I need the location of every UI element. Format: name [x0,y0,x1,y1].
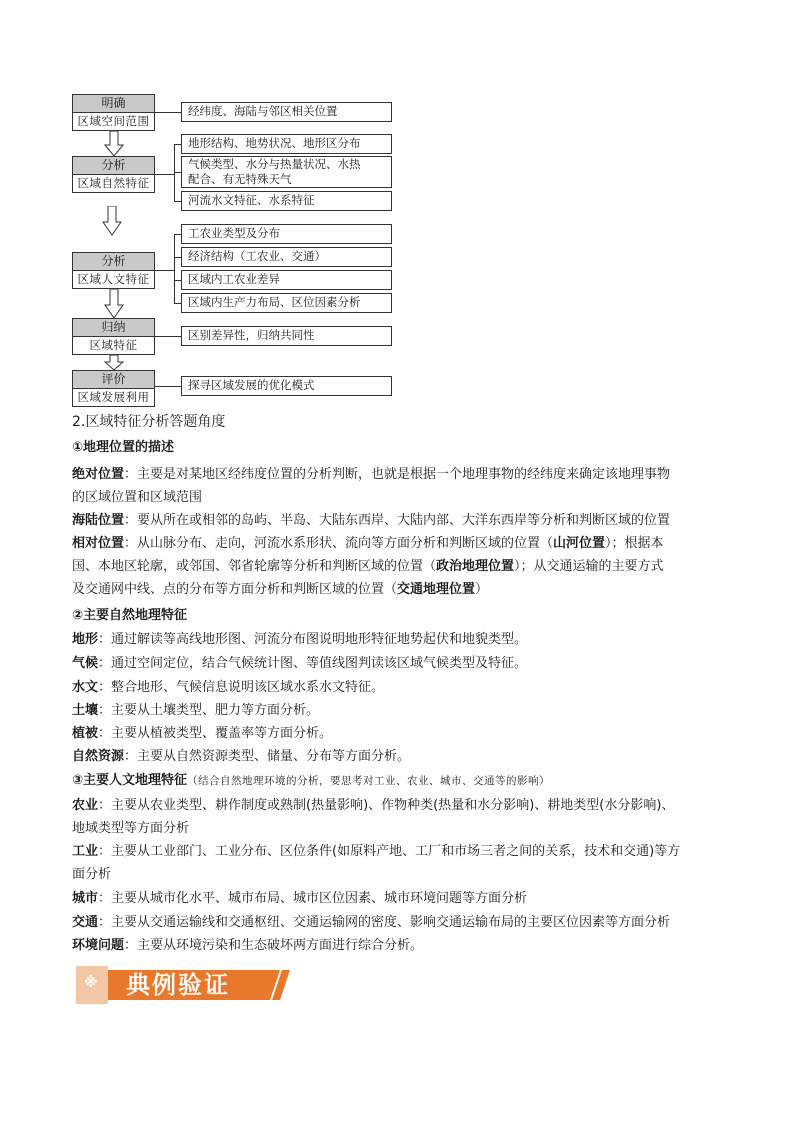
flow-detail-text: 区域内生产力布局、区位因素分析 [188,295,361,309]
term-label: 绝对位置 [72,467,125,482]
down-arrow-icon [104,355,124,371]
flow-step-verb: 评价 [73,371,154,389]
flow-detail-box [181,376,392,396]
banner-title: 典例验证 [126,970,230,999]
paragraph-climate [72,652,732,675]
term-text: ：主要从土壤类型、肥力等方面分析。 [98,703,320,718]
flow-step-verb: 归纳 [73,319,154,337]
banner-symbol-icon: ※ [84,975,98,991]
subheading-text: ③主要人文地理特征 [72,773,188,788]
flow-detail-box [181,293,392,313]
down-arrow-icon [104,289,124,319]
connector-line [155,336,181,337]
section-heading: 2.区域特征分析答题角度 [72,414,226,430]
flow-step-verb: 明确 [73,95,154,113]
term-text: ）；从交通运输的主要方式 [514,559,664,574]
paragraph-hydrology [72,676,732,699]
down-arrow-icon [102,206,122,236]
term-text: ）；根据本 [605,536,664,551]
term-label: 气候 [72,656,99,671]
term-text: ：主要从自然资源类型、储量、分布等方面分析。 [124,749,411,764]
term-label: 环境问题 [72,938,125,953]
term-text: ：主要从植被类型、覆盖率等方面分析。 [98,726,333,741]
flow-step-verb: 分析 [73,157,154,175]
connector-line [174,234,175,303]
flow-detail-text: 经济结构（工农业、交通） [188,249,326,263]
subheading-location: ①地理位置的描述 [72,440,175,455]
paragraph-agriculture [72,794,732,840]
term-text: ：整合地形、气候信息说明该区域水系水文特征。 [98,680,385,695]
connector-line [155,386,181,387]
flow-detail-box [181,247,392,267]
term-text: ） [475,582,489,597]
term-label: 水文 [72,680,99,695]
connector-line [155,174,174,175]
paragraph-resources [72,745,732,768]
subheading-natural: ②主要自然地理特征 [72,608,188,623]
flow-step-object: 区域发展利用 [77,390,150,404]
flow-detail-text: 工农业类型及分布 [188,226,280,240]
paragraph-terrain [72,628,732,651]
term-label: 植被 [72,726,99,741]
connector-line [174,257,181,258]
term-text: ：主要从工业部门、工业分布、区位条件(如原料产地、工厂和市场三者之间的关系，技术和交通)等方 [98,844,681,859]
flow-detail-box [181,326,392,346]
term-label: 农业 [72,798,99,813]
flow-detail-box [181,102,392,122]
paragraph-soil [72,699,732,722]
term-emphasis: 政治地理位置 [436,559,515,574]
term-emphasis: 山河位置 [553,536,606,551]
paragraph-transport [72,911,732,934]
term-text: ：从山脉分布、走向，河流水系形状、流向等方面分析和判断区域的位置（ [124,536,554,551]
down-arrow-icon [104,131,124,157]
flow-detail-text: 气候类型、水分与热量状况、水热 [188,157,361,171]
connector-line [174,144,181,145]
term-text: 国、本地区轮廓，或邻国、邻省轮廓等分析和判断区域的位置（ [72,559,437,574]
term-text: ：主要从交通运输线和交通枢纽、交通运输网的密度、影响交通运输布局的主要区位因素等方面分析 [98,915,671,930]
connector-line [174,303,181,304]
flow-detail-text: 地形结构、地势状况、地形区分布 [188,136,361,150]
connector-line [155,270,174,271]
term-text: 地域类型等方面分析 [72,821,190,836]
flow-step-summarize [72,318,155,355]
subheading-human [72,769,732,793]
flow-detail-box [181,270,392,290]
paragraph-environment [72,934,732,957]
connector-line [155,112,181,113]
term-label: 土壤 [72,703,99,718]
connector-line [174,172,181,173]
term-text: ：主要从城市化水平、城市布局、城市区位因素、城市环境问题等方面分析 [98,891,528,906]
term-text: ：要从所在或相邻的岛屿、半岛、大陆东西岸、大陆内部、大洋东西岸等分析和判断区域的位置 [124,513,671,528]
section-banner [76,966,296,1004]
flow-step-object: 区域空间范围 [77,114,150,128]
flow-step-define [72,94,155,131]
term-label: 自然资源 [72,749,125,764]
flow-detail-text: 探寻区域发展的优化模式 [188,378,315,392]
flow-detail-box [181,224,392,244]
term-text: 面分析 [72,867,112,882]
term-text: ：通过解读等高线地形图、河流分布图说明地形特征地势起伏和地貌类型。 [98,632,528,647]
flow-step-natural [72,156,155,193]
flow-detail-box [181,156,392,188]
term-text: 及交通网中线、点的分布等方面分析和判断区域的位置（ [72,582,398,597]
flow-step-verb: 分析 [73,253,154,271]
term-label: 交通 [72,915,99,930]
term-text: ：主要是对某地区经纬度位置的分析判断，也就是根据一个地理事物的经纬度来确定该地理事物 [124,467,671,482]
flow-step-human [72,252,155,289]
flow-detail-box [181,191,392,211]
paragraph-sea-land-position [72,509,732,532]
paragraph-city [72,887,732,910]
paragraph-relative-position [72,532,732,601]
flow-step-evaluate [72,370,155,407]
paragraph-vegetation [72,722,732,745]
term-label: 地形 [72,632,99,647]
term-emphasis: 交通地理位置 [397,582,476,597]
flow-step-object: 区域人文特征 [77,272,150,286]
flow-detail-text: 经纬度、海陆与邻区相关位置 [188,104,338,118]
flow-step-object: 区域特征 [89,338,138,352]
flow-step-object: 区域自然特征 [77,176,150,190]
term-text: ：主要从环境污染和生态破坏两方面进行综合分析。 [124,938,424,953]
term-text: ：主要从农业类型、耕作制度或熟制(热量影响)、作物种类(热量和水分影响)、耕地类型(水分影响)、 [98,798,675,813]
connector-line [174,201,181,202]
connector-line [174,234,181,235]
subheading-note: （结合自然地理环境的分析，要思考对工业、农业、城市、交通等的影响） [187,775,551,787]
flow-detail-text: 河流水文特征、水系特征 [188,193,315,207]
flow-detail-text: 区别差异性，归纳共同性 [188,328,315,342]
term-label: 海陆位置 [72,513,125,528]
term-label: 工业 [72,844,99,859]
paragraph-absolute-position [72,463,732,509]
paragraph-industry [72,840,732,886]
term-text: ：通过空间定位，结合气候统计图、等值线图判读该区域气候类型及特征。 [98,656,528,671]
term-label: 城市 [72,891,99,906]
flow-detail-text: 配合、有无特殊天气 [188,172,292,186]
connector-line [174,280,181,281]
term-label: 相对位置 [72,536,125,551]
term-text: 的区域位置和区域范围 [72,490,203,505]
flow-detail-text: 区域内工农业差异 [188,272,280,286]
flow-detail-box [181,134,392,154]
